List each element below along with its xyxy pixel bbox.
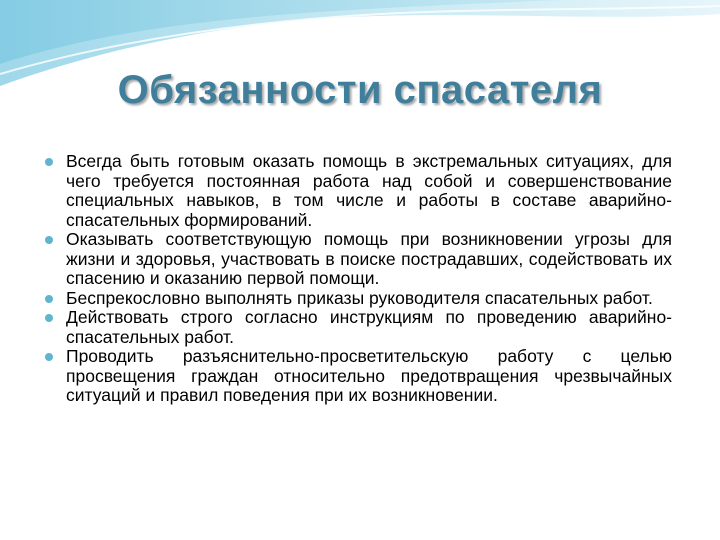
list-item: [44, 289, 672, 309]
bullet-text: Всегда быть готовым оказать помощь в экстремальных ситуациях, для чего требуется постоянная работа над собой и совершенствование специальных навыков, в том числе и работы в составе аварийно-спасательных формирований.: [66, 151, 672, 230]
duties-bullet-list: [44, 152, 672, 406]
bullet-icon: [45, 236, 53, 244]
bullet-icon: [45, 295, 53, 303]
bullet-text: Действовать строго согласно инструкциям по проведению аварийно-спасательных работ.: [66, 307, 672, 347]
bullet-icon: [45, 314, 53, 322]
list-item: [44, 308, 672, 347]
bullet-icon: [45, 353, 53, 361]
list-item: [44, 230, 672, 289]
bullet-text: Проводить разъяснительно-просветительскую работу с целью просвещения граждан относительно предотвращения чрезвычайных ситуаций и правил поведения при их возникновении.: [66, 346, 672, 405]
list-item: [44, 152, 672, 230]
slide-title: Обязанности спасателя: [117, 68, 603, 112]
bullet-text: Беспрекословно выполнять приказы руководителя спасательных работ.: [66, 287, 653, 308]
bullet-text: Оказывать соответствующую помощь при возникновении угрозы для жизни и здоровья, участвовать в поиске пострадавших, содействовать их спасению и оказанию первой помощи.: [66, 229, 672, 288]
list-item: [44, 347, 672, 406]
bullet-icon: [45, 158, 53, 166]
